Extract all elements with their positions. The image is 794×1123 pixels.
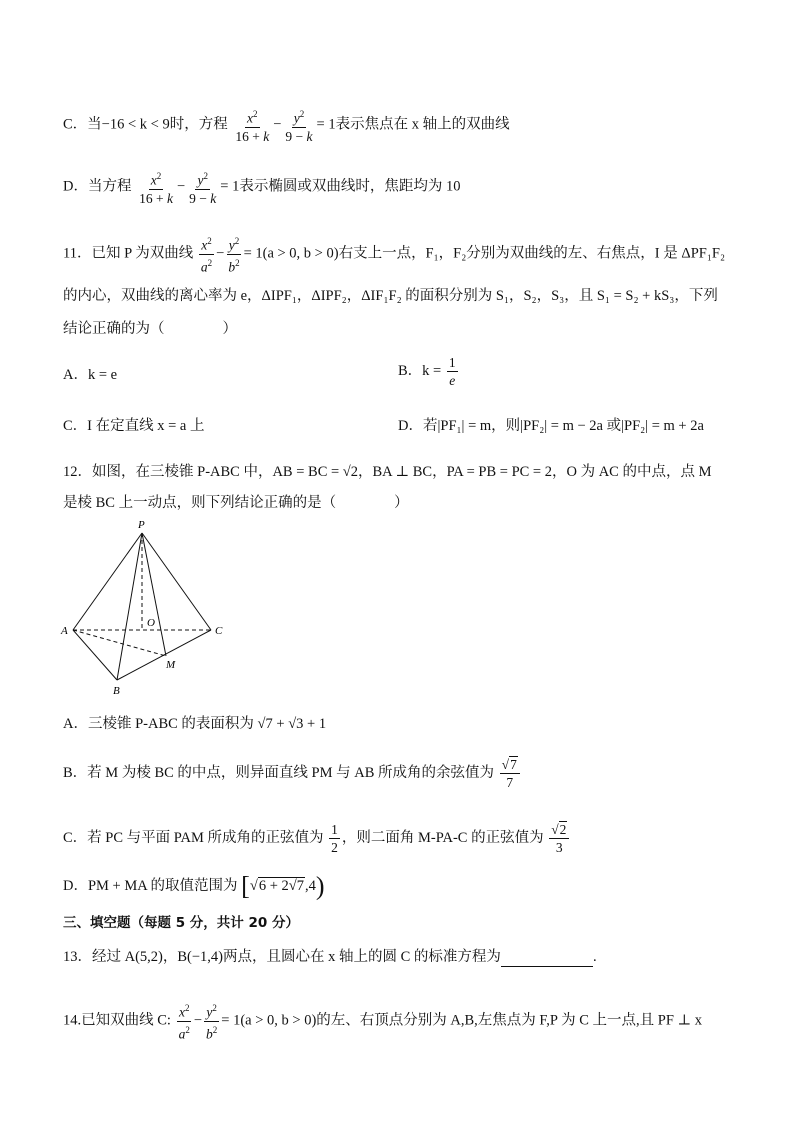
fraction: $\frac{x^2}{a^2}$ [199,233,214,275]
q11-line2: 的内心，双曲线的离心率为 e，ΔIPF₁，ΔIPF₂，ΔIF₁F₂ 的面积分别为 S₁，S₂，S₃，且 S₁ = S₂ + kS₃，下列 [63,288,718,304]
q11-option-a: A．k = e [63,367,118,383]
q11-option-d: D．若|PF₁| = m，则|PF₂| = m − 2a 或|PF₂| = m + 2a [398,418,704,434]
left-bracket: [ [241,871,250,901]
q12-option-a: A．三棱锥 P-ABC 的表面积为 √7 + √3 + 1 [63,716,327,732]
edge-pa [73,533,142,630]
fraction: $\frac{y^2}{9 - k}$ [187,168,218,207]
edge-pm [142,533,166,656]
q12-line1: 12．如图，在三棱锥 P-ABC 中，AB = BC = √2，BA ⊥ BC，PA = PB = PC = 2，O 为 AC 的中点，点 M [63,464,712,480]
option-label: C．当 [63,116,102,133]
edge-pc [142,533,211,630]
q11-option-b [398,354,460,389]
label-a: A [61,625,68,637]
fraction: $\frac{1}{2}$ [331,822,338,855]
question-text: 14.已知双曲线 C: [63,1012,171,1029]
q12-option-c [63,821,571,856]
q11-line3: 结论正确的为（ ） [63,321,237,337]
question-text: 13．经过 A(5,2)，B(−1,4)两点，且圆心在 x 轴上的圆 C 的标准方程为 [63,949,501,965]
answer-blank [501,952,593,967]
fraction: $\frac{y^2}{b^2}$ [226,233,241,275]
fraction: $\frac{1}{e}$ [448,355,456,388]
fraction: $\frac{√7}{7}$ [500,756,520,791]
q11-line1: 11．已知 P 为双曲线 $\frac{x^2}{a^2}$ − $\frac{y^2}{b^2}$ = 1(a > 0, b > 0)右支上一点，F₁，F₂分别为双曲线的左、右焦点，I 是 ΔPF₁F₂ [63,233,725,275]
option-text: D．PM + MA 的取值范围为 [63,878,238,894]
label-b: B [113,685,120,697]
fraction: $\frac{x^2}{16 + k}$ [137,168,175,207]
option-text: B．k = [398,362,442,379]
right-bracket: ) [315,871,325,901]
edge-ab [73,630,117,680]
question-text: = 1(a > 0, b > 0)的左、右顶点分别为 A,B,左焦点为 F,P 为 C 上一点,且 PF ⊥ x [221,1012,703,1029]
pyramid-figure [58,518,238,698]
fraction: $\frac{x^2}{16 + k}$ [233,106,271,145]
q12-line2: 是棱 BC 上一动点，则下列结论正确的是（ ） [63,495,409,511]
q12-option-d: D．PM + MA 的取值范围为 [√6 + 2√7,4) [63,871,325,901]
question-text: 11．已知 P 为双曲线 [63,245,194,262]
fraction: $\frac{y^2}{b^2}$ [204,1000,219,1042]
label-p: P [138,519,145,531]
option-d-q10: D．当方程 $\frac{x^2}{16 + k}$ − $\frac{y^2}{9 - k}$ = 1表示椭圆或双曲线时，焦距均为 10 [63,168,460,207]
fraction: $\frac{√2}{3}$ [549,821,569,856]
option-text: = 1表示焦点在 x 轴上的双曲线 [316,116,510,133]
label-o: O [147,617,155,629]
q11-option-c: C．I 在定直线 x = a 上 [63,418,205,434]
fraction: $\frac{y^2}{9 - k}$ [283,106,314,145]
edge-am-dashed [73,630,166,656]
option-text: C．若 PC 与平面 PAM 所成角的正弦值为 [63,829,324,846]
section-heading: 三、填空题（每题 5 分，共计 20 分） [63,915,299,931]
question-text: . [592,949,597,965]
question-text: = 1(a > 0, b > 0)右支上一点，F₁，F₂分别为双曲线的左、右焦点，I 是 ΔPF₁F₂ [243,245,726,262]
label-m: M [166,659,176,671]
option-label: D．当方程 [63,178,132,195]
q14: 14.已知双曲线 C: $\frac{x^2}{a^2}$ − $\frac{y^2}{b^2}$ = 1(a > 0, b > 0)的左、右顶点分别为 A,B,左焦点为 F,P 为 C 上一点,且 PF ⊥ x [63,1000,702,1042]
option-text: ，则二面角 M-PA-C 的正弦值为 [341,829,544,846]
option-text: = 1表示椭圆或双曲线时，焦距均为 10 [220,178,461,195]
q12-option-b [63,756,522,791]
option-c-q10: C．当−16 < k < 9时，方程 $\frac{x^2}{16 + k}$ − $\frac{y^2}{9 - k}$ = 1表示焦点在 x 轴上的双曲线 [63,106,510,145]
edge-pb [117,533,142,680]
fraction: $\frac{x^2}{a^2}$ [177,1000,192,1042]
q13 [63,947,597,967]
option-text: B．若 M 为棱 BC 的中点，则异面直线 PM 与 AB 所成角的余弦值为 [63,764,495,781]
label-c: C [215,625,223,637]
option-text: −16 < k < 9时，方程 [101,116,228,133]
